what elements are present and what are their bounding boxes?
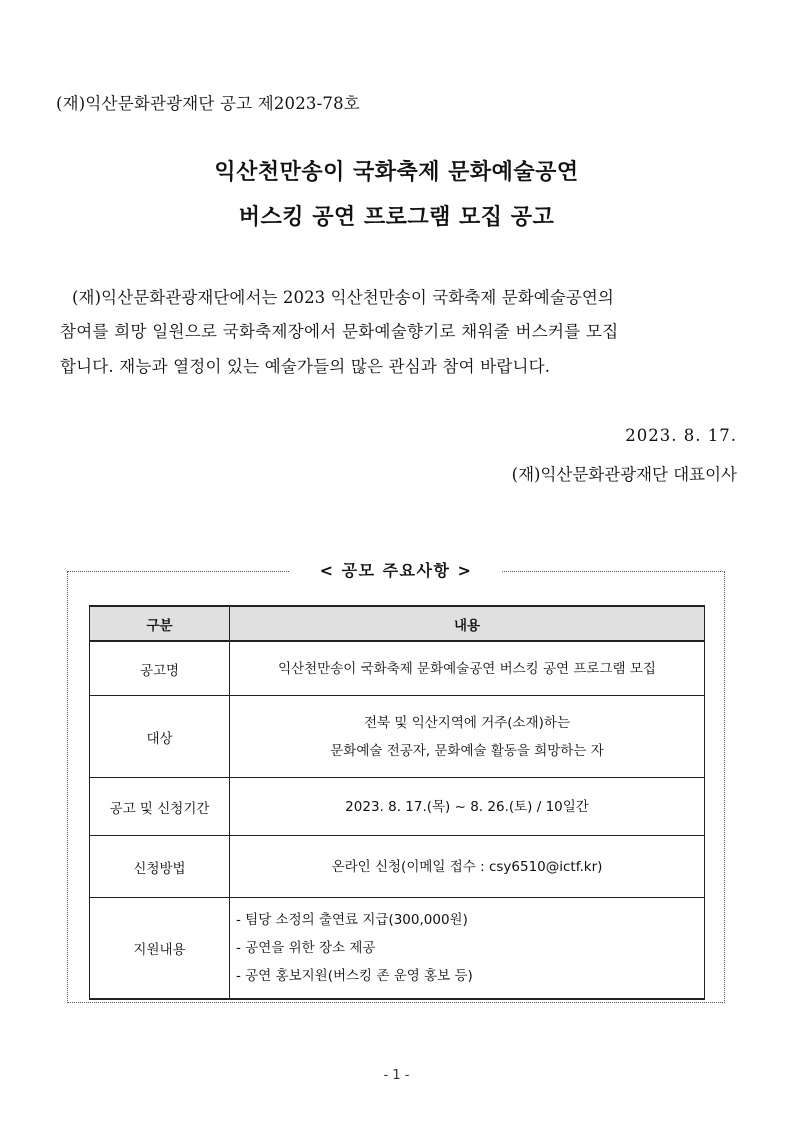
table-row — [90, 898, 705, 1000]
summary-title: < 공모 주요사항 > — [290, 557, 502, 585]
body-paragraph-line1: (재)익산문화관광재단에서는 2023 익산천만송이 국화축제 문화예술공연의 — [72, 288, 614, 307]
body-paragraph-line3: 합니다. 재능과 열정이 있는 예술가들의 많은 관심과 참여 바랍니다. — [60, 357, 551, 376]
document-title-line2: 버스킹 공연 프로그램 모집 공고 — [238, 205, 555, 230]
issue-date: 2023. 8. 17. — [625, 426, 737, 445]
content-line: 2023. 8. 17.(목) ~ 8. 26.(토) / 10일간 — [345, 798, 589, 815]
row-content — [230, 836, 705, 898]
table-row — [90, 836, 705, 898]
content-line: 익산천만송이 국화축제 문화예술공연 버스킹 공연 프로그램 모집 — [278, 660, 656, 677]
row-label: 공고 및 신청기간 — [90, 778, 230, 836]
row-label: 신청방법 — [90, 836, 230, 898]
content-line: - 팀당 소정의 출연료 지급(300,000원) — [236, 912, 468, 928]
body-paragraph-line2: 참여를 희망 일원으로 국화축제장에서 문화예술향기로 채워줄 버스커를 모집 — [60, 322, 619, 341]
table-row — [90, 696, 705, 778]
summary-table — [89, 605, 705, 1000]
content-line: 전북 및 익산지역에 거주(소재)하는 — [364, 714, 570, 731]
content-line: 온라인 신청(이메일 접수 : csy6510@ictf.kr) — [331, 858, 603, 875]
row-label: 대상 — [90, 696, 230, 778]
page-number: - 1 - — [383, 1068, 410, 1083]
header-category: 구분 — [90, 606, 230, 641]
row-label: 지원내용 — [90, 898, 230, 1000]
issuer-organization: (재)익산문화관광재단 대표이사 — [511, 465, 737, 484]
table-row — [90, 641, 705, 696]
row-content — [230, 898, 705, 1000]
row-content — [230, 778, 705, 836]
content-line: - 공연 홍보지원(버스킹 존 운영 홍보 등) — [236, 968, 473, 984]
content-line: 문화예술 전공자, 문화예술 활동을 희망하는 자 — [330, 742, 604, 759]
notice-number: (재)익산문화관광재단 공고 제2023-78호 — [56, 94, 360, 113]
row-label: 공고명 — [90, 641, 230, 696]
row-content — [230, 641, 705, 696]
content-line: - 공연을 위한 장소 제공 — [236, 940, 376, 956]
row-content — [230, 696, 705, 778]
table-row — [90, 778, 705, 836]
document-title-line1: 익산천만송이 국화축제 문화예술공연 — [214, 160, 579, 185]
table-header-row — [90, 606, 705, 641]
header-content: 내용 — [230, 606, 705, 641]
